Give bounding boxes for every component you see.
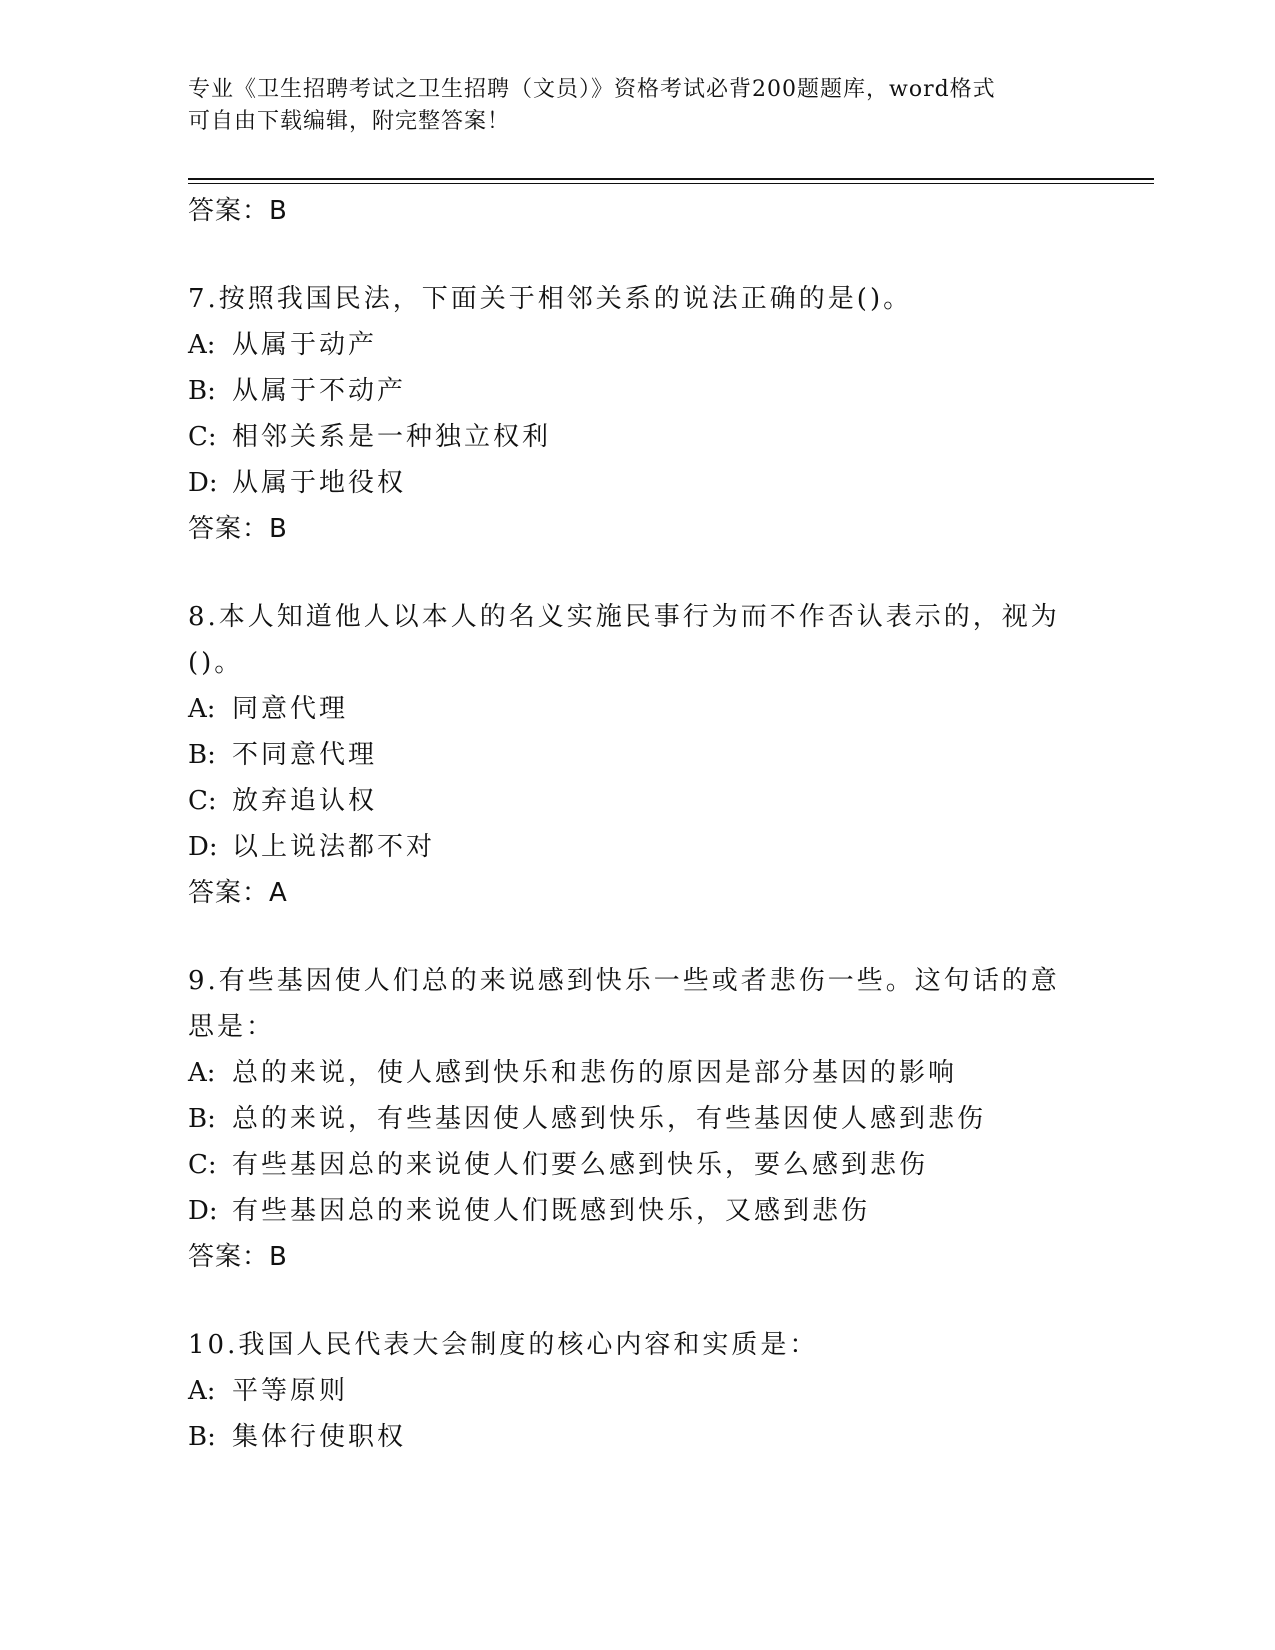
option-key: A:	[188, 1376, 216, 1406]
answer-line	[188, 1234, 1088, 1280]
question-stem: 7.按照我国民法，下面关于相邻关系的说法正确的是()。	[188, 284, 913, 314]
option-a	[188, 1368, 1088, 1414]
option-key: B:	[188, 376, 216, 406]
option-key: A:	[188, 694, 216, 724]
answer-value: B	[269, 514, 288, 544]
option-d	[188, 1188, 1088, 1234]
question-list	[188, 188, 1088, 1502]
option-text: 以上说法都不对	[232, 832, 436, 862]
question-stem: 10.我国人民代表大会制度的核心内容和实质是：	[188, 1330, 819, 1360]
answer-label: 答案：	[188, 514, 270, 544]
answer-line	[188, 870, 1088, 916]
answer-label: 答案：	[188, 1242, 270, 1272]
answer-value: B	[269, 196, 288, 226]
option-text: 不同意代理	[232, 740, 378, 770]
option-b	[188, 368, 1088, 414]
option-key: A:	[188, 1058, 216, 1088]
option-a	[188, 322, 1088, 368]
option-b	[188, 1096, 1088, 1142]
question-stem: 8.本人知道他人以本人的名义实施民事行为而不作否认表示的，视为()。	[188, 602, 1060, 678]
answer-label: 答案：	[188, 878, 270, 908]
option-key: C:	[188, 422, 217, 452]
option-key: B:	[188, 1422, 216, 1452]
option-key: C:	[188, 1150, 217, 1180]
question-9	[188, 958, 1088, 1280]
option-text: 从属于地役权	[232, 468, 407, 498]
answer-value: A	[269, 878, 288, 908]
option-key: A:	[188, 330, 216, 360]
option-text: 从属于动产	[232, 330, 378, 360]
option-a	[188, 686, 1088, 732]
option-c	[188, 1142, 1088, 1188]
option-text: 放弃追认权	[232, 786, 378, 816]
option-c	[188, 414, 1088, 460]
header-line-2: 可自由下载编辑，附完整答案！	[188, 109, 511, 134]
document-header	[188, 74, 1068, 138]
header-line-1: 专业《卫生招聘考试之卫生招聘（文员）》资格考试必背200题题库，word格式	[188, 77, 996, 102]
option-text: 相邻关系是一种独立权利	[232, 422, 552, 452]
question-stem: 9.有些基因使人们总的来说感到快乐一些或者悲伤一些。这句话的意思是：	[188, 966, 1060, 1042]
option-text: 集体行使职权	[232, 1422, 407, 1452]
option-key: D:	[188, 832, 218, 862]
option-key: D:	[188, 1196, 218, 1226]
answer-label: 答案：	[188, 196, 270, 226]
answer-line	[188, 188, 1088, 234]
answer-line	[188, 506, 1088, 552]
option-text: 总的来说，有些基因使人感到快乐，有些基因使人感到悲伤	[232, 1104, 987, 1134]
option-d	[188, 460, 1088, 506]
option-c	[188, 778, 1088, 824]
option-a	[188, 1050, 1088, 1096]
answer-value: B	[269, 1242, 288, 1272]
option-key: C:	[188, 786, 217, 816]
option-key: D:	[188, 468, 218, 498]
question-10	[188, 1322, 1088, 1460]
option-text: 同意代理	[232, 694, 349, 724]
question-7	[188, 276, 1088, 552]
header-rule-thin	[188, 183, 1154, 184]
question-8	[188, 594, 1088, 916]
option-b	[188, 1414, 1088, 1460]
option-text: 平等原则	[232, 1376, 349, 1406]
option-text: 有些基因总的来说使人们既感到快乐，又感到悲伤	[232, 1196, 871, 1226]
option-text: 从属于不动产	[232, 376, 407, 406]
header-rule-thick	[188, 178, 1154, 180]
option-b	[188, 732, 1088, 778]
option-key: B:	[188, 1104, 216, 1134]
option-text: 总的来说，使人感到快乐和悲伤的原因是部分基因的影响	[232, 1058, 958, 1088]
option-text: 有些基因总的来说使人们要么感到快乐，要么感到悲伤	[232, 1150, 929, 1180]
option-d	[188, 824, 1088, 870]
option-key: B:	[188, 740, 216, 770]
